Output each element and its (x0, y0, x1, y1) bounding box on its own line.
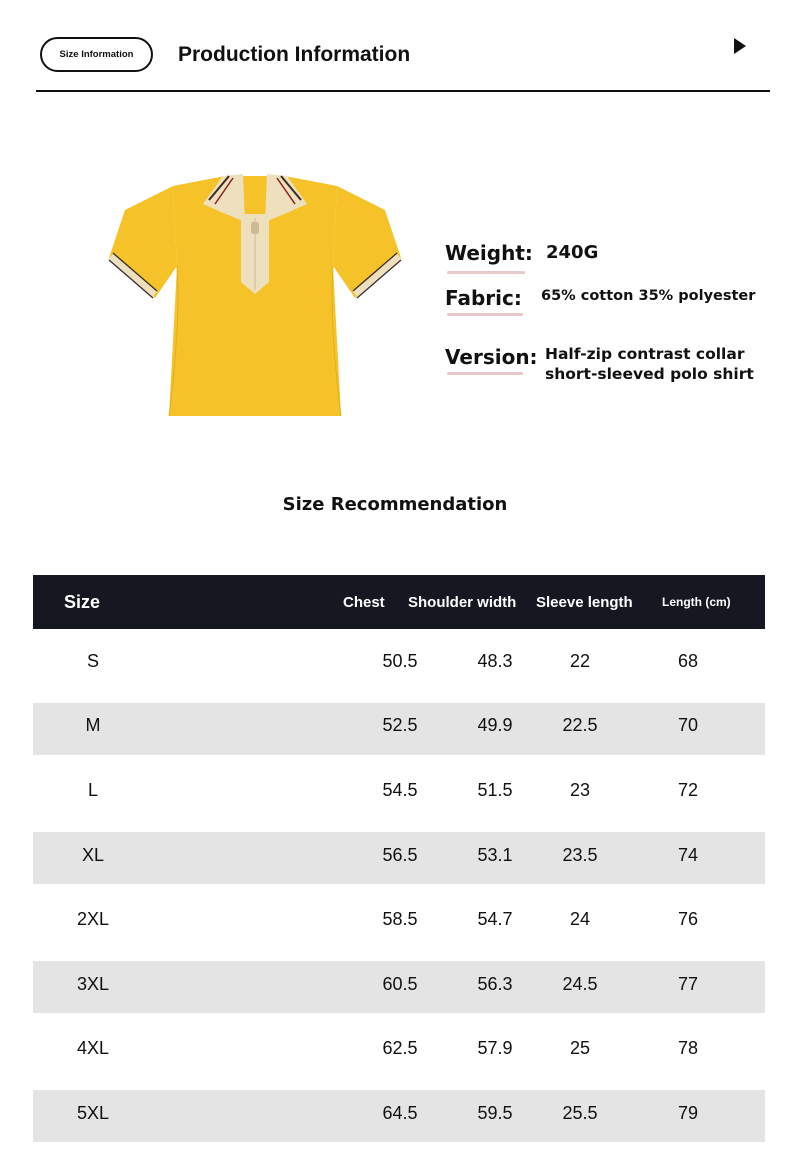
cell-length: 70 (677, 715, 699, 736)
cell-length: 79 (677, 1102, 699, 1123)
size-table (33, 575, 765, 1146)
cell-shoulder: 48.3 (477, 650, 513, 671)
cell-length: 72 (677, 779, 699, 800)
cell-chest: 58.5 (382, 909, 418, 930)
cell-shoulder: 51.5 (477, 779, 513, 800)
cell-shoulder: 59.5 (477, 1102, 513, 1123)
cell-sleeve: 23.5 (562, 844, 598, 865)
cell-size: 3XL (76, 973, 110, 994)
cell-sleeve: 25 (569, 1038, 591, 1059)
cell-sleeve: 22 (569, 650, 591, 671)
header-divider (36, 90, 770, 92)
version-label: Version: (445, 345, 538, 369)
weight-value: 240G (546, 242, 599, 263)
next-button[interactable] (722, 28, 758, 64)
cell-size: L (87, 779, 98, 800)
yellow-polo-shirt-image (105, 170, 405, 422)
table-row (33, 823, 765, 888)
table-row (33, 887, 765, 952)
header-length: Length (cm) (662, 595, 731, 609)
version-value-line2: short-sleeved polo shirt (545, 365, 754, 383)
cell-shoulder: 57.9 (477, 1038, 513, 1059)
cell-size: 5XL (76, 1102, 110, 1123)
cell-size: 4XL (76, 1038, 110, 1059)
table-header (33, 575, 765, 629)
cell-size: S (86, 650, 99, 671)
table-row (33, 758, 765, 823)
cell-size: XL (81, 844, 105, 865)
table-row (33, 1017, 765, 1082)
cell-chest: 54.5 (382, 779, 418, 800)
table-row (33, 629, 765, 694)
cell-length: 68 (677, 650, 699, 671)
header-sleeve-length: Sleeve length (536, 593, 633, 611)
cell-shoulder: 56.3 (477, 973, 513, 994)
page-title: Production Information (178, 43, 411, 66)
version-underline (447, 372, 523, 375)
cell-sleeve: 24.5 (562, 973, 598, 994)
cell-length: 78 (677, 1038, 699, 1059)
play-triangle-icon (732, 37, 748, 55)
fabric-underline (447, 313, 523, 316)
cell-size: M (85, 715, 101, 736)
table-row (33, 952, 765, 1017)
weight-label: Weight: (445, 241, 533, 265)
header-chest: Chest (343, 593, 385, 611)
table-row (33, 1081, 765, 1146)
weight-underline (447, 271, 525, 274)
header-shoulder-width: Shoulder width (408, 593, 517, 611)
cell-chest: 56.5 (382, 844, 418, 865)
cell-chest: 52.5 (382, 715, 418, 736)
cell-length: 76 (677, 909, 699, 930)
cell-length: 74 (677, 844, 699, 865)
cell-chest: 64.5 (382, 1102, 418, 1123)
fabric-value: 65% cotton 35% polyester (541, 288, 756, 304)
cell-shoulder: 49.9 (477, 715, 513, 736)
cell-chest: 50.5 (382, 650, 418, 671)
cell-sleeve: 25.5 (562, 1102, 598, 1123)
version-value-line1: Half-zip contrast collar (545, 345, 745, 363)
cell-shoulder: 54.7 (477, 909, 513, 930)
cell-sleeve: 23 (569, 779, 591, 800)
header-size: Size (64, 591, 101, 612)
size-recommendation-title: Size Recommendation (282, 494, 508, 515)
cell-chest: 62.5 (382, 1038, 418, 1059)
cell-sleeve: 24 (569, 909, 591, 930)
cell-size: 2XL (76, 909, 110, 930)
cell-shoulder: 53.1 (477, 844, 513, 865)
cell-length: 77 (677, 973, 699, 994)
cell-chest: 60.5 (382, 973, 418, 994)
table-row (33, 694, 765, 759)
page-header (0, 0, 800, 100)
fabric-label: Fabric: (445, 286, 522, 310)
cell-sleeve: 22.5 (562, 715, 598, 736)
size-information-tab[interactable]: Size Information (40, 37, 153, 72)
